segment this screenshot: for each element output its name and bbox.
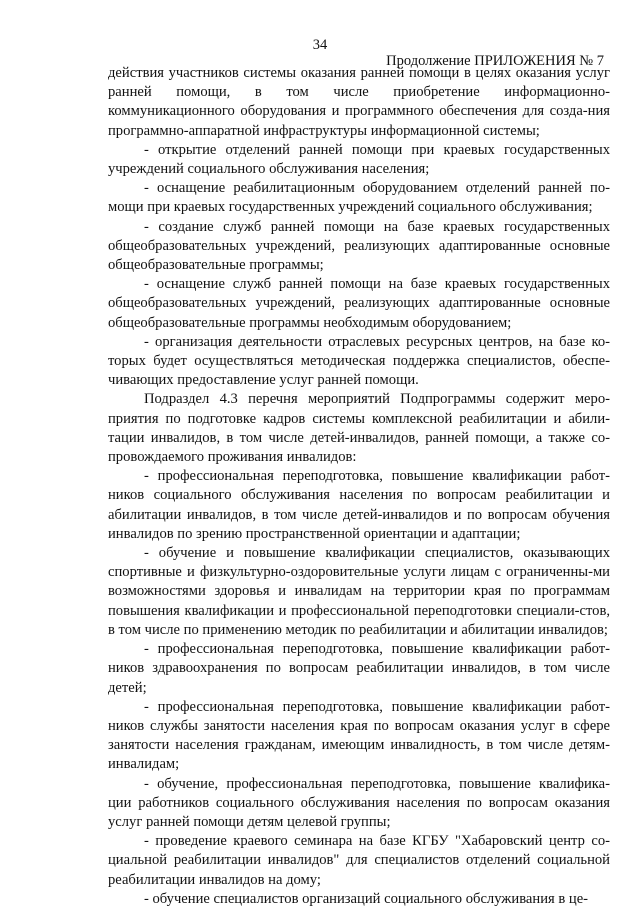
list-item-create-early-help-services: - создание служб ранней помощи на базе краевых государственных общеобразовательных учреждений, реализующих адаптированные основные общеобразовательные программы; — [108, 218, 610, 274]
list-item-employment-service-training: - профессиональная переподготовка, повышение квалификации работ-ников службы занятости населения края по вопросам оказания услуг в сфере занятости населения гражданам, имеющим инвалидность, в том числе детям-инвалидам; — [108, 698, 610, 773]
list-item-specialists-training-cut: - обучение специалистов организаций социального обслуживания в це- — [144, 890, 589, 907]
list-item-sports-specialists-training: - обучение и повышение квалификации специалистов, оказывающих спортивные и физкультурно-оздоровительные услуги лицам с ограниченны-ми возможностями здоровья и инвалидам на территории края по программам повышения квалификации и профессиональной переподготовки специали-стов, в том числе по применению методик по реабилитации и абилитации инвалидов; — [108, 545, 610, 638]
list-item-open-early-help-departments: - открытие отделений ранней помощи при краевых государственных учреждений социального обслуживания населения; — [108, 141, 610, 178]
list-item-regional-seminar: - проведение краевого семинара на базе КГБУ "Хабаровский центр со-циальной реабилитации инвалидов" для специалистов отделений социальной реабилитации инвалидов на дому; — [108, 833, 610, 888]
list-item-equip-early-help-departments: - оснащение реабилитационным оборудованием отделений ранней по-мощи при краевых государственных учреждений социального обслуживания; — [108, 180, 610, 216]
page-number: 34 — [312, 37, 328, 53]
list-item-healthcare-workers-training: - профессиональная переподготовка, повышение квалификации работ-ников здравоохранения по вопросам реабилитации инвалидов, в том числе детей; — [108, 641, 610, 696]
list-item-early-help-training: - обучение, профессиональная переподготовка, повышение квалифика-ции работников социального обслуживания населения по вопросам оказания услуг ранней помощи детям целевой группы; — [108, 775, 610, 830]
list-item-resource-centers: - организация деятельности отраслевых ресурсных центров, на базе ко-торых будет осуществляться методическая поддержка специалистов, обеспе-чивающих предоставление услуг ранней помощи. — [108, 333, 610, 389]
document-body — [108, 64, 610, 909]
paragraph-continuation: действия участников системы оказания ранней помощи в целях оказания услуг ранней помощи, в том числе приобретение информационно-коммуникационного оборудования и программного обеспечения для созда-ния программно-аппаратной инфраструктуры информационной системы; — [108, 65, 610, 139]
list-item-social-workers-training: - профессиональная переподготовка, повышение квалификации работ-ников социального обслуживания населения по вопросам реабилитации и абилитации инвалидов, в том числе детей-инвалидов и по вопросам обучения инвалидов по зрению пространственной ориентации и адаптации; — [108, 468, 610, 542]
appendix-continuation-note: Продолжение ПРИЛОЖЕНИЯ № 7 — [386, 53, 604, 69]
paragraph-subsection-4-3: Подраздел 4.3 перечня мероприятий Подпрограммы содержит меро-приятия по подготовке кадров системы комплексной реабилитации и абили-тации инвалидов, в том числе детей-инвалидов, ранней помощи, а также со-провождаемого проживания инвалидов: — [108, 391, 610, 466]
list-item-equip-early-help-services: - оснащение служб ранней помощи на базе краевых государственных общеобразовательных учреждений, реализующих адаптированные основные общеобразовательные программы необходимым оборудованием; — [108, 276, 610, 331]
